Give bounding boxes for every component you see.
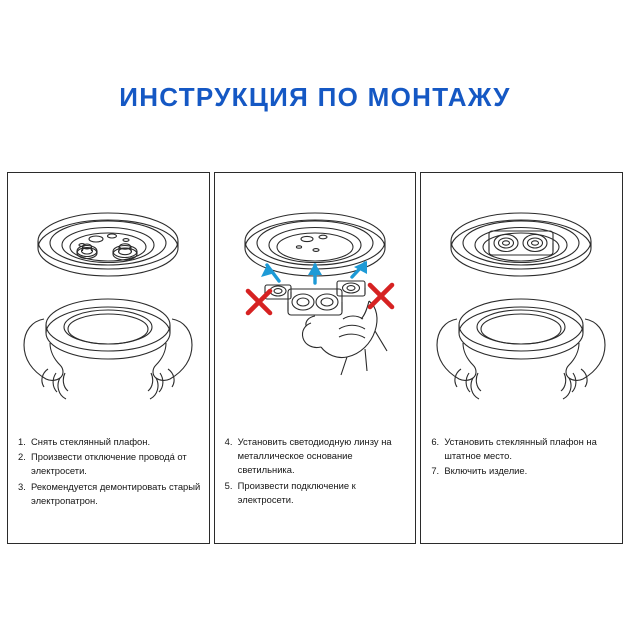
step-number: 7.: [431, 465, 440, 477]
led-lens-mounting-illustration: [215, 173, 416, 431]
list-item: [431, 435, 617, 463]
ceiling-lamp-disassembly-illustration: [8, 173, 209, 431]
step-number: 5.: [224, 479, 233, 491]
steps-list-2: [225, 435, 411, 508]
ceiling-lamp-assembled-illustration: [421, 173, 622, 431]
list-item: [18, 450, 204, 478]
step-text: Установить стеклянный плафон на штатное место.: [444, 436, 597, 462]
step-number: 1.: [18, 436, 26, 447]
list-item: [225, 435, 411, 478]
list-item: [18, 435, 204, 449]
list-item: [18, 480, 204, 508]
list-item: [225, 479, 411, 507]
step-number: 2.: [18, 451, 26, 463]
step-text: Рекомендуется демонтировать старый электропатрон.: [31, 480, 201, 506]
step-text: Включить изделие.: [444, 465, 528, 477]
steps-list-3: [431, 435, 617, 480]
step-text: Произвести отключение проводá от электросети.: [31, 451, 187, 477]
page-title: ИНСТРУКЦИЯ ПО МОНТАЖУ: [119, 82, 511, 112]
panel-step-3: [420, 172, 623, 544]
list-item: [431, 464, 617, 478]
panels-row: [7, 172, 623, 544]
step-text: Установить светодиодную линзу на металлическое основание светильника.: [237, 436, 392, 476]
step-number: 3.: [18, 480, 26, 492]
step-number: 6.: [431, 436, 440, 447]
step-number: 4.: [224, 436, 233, 447]
step-text: Снять стеклянный плафон.: [31, 436, 151, 447]
panel-step-2: [214, 172, 417, 544]
panel-step-1: [7, 172, 210, 544]
step-text: Произвести подключение к электросети.: [237, 479, 356, 505]
steps-list-1: [18, 435, 204, 509]
